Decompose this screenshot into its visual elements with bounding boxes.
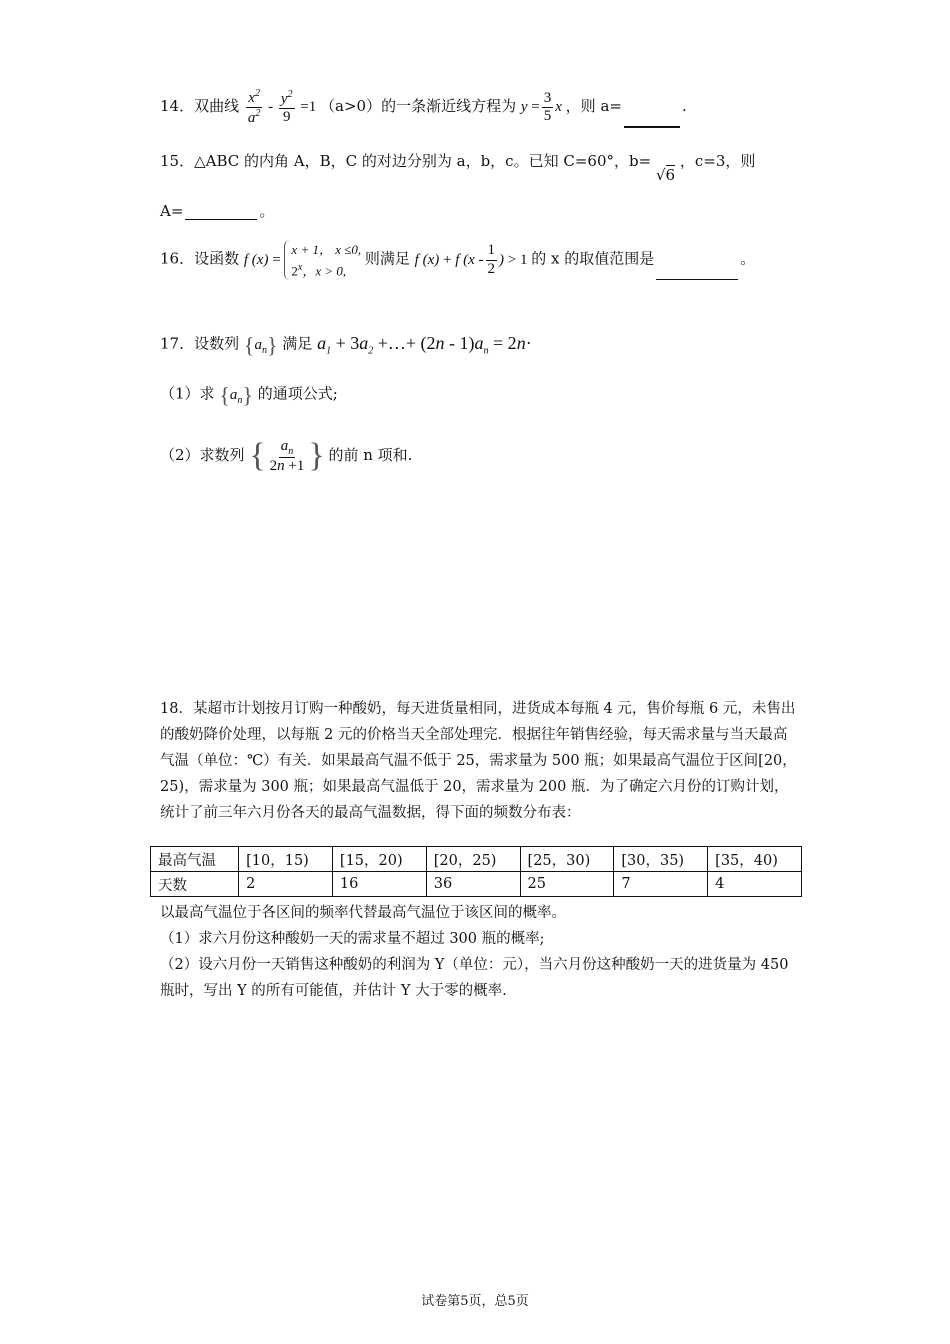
sequence-fraction: { $\frac{a_n}{2n +1}$ } bbox=[249, 437, 325, 475]
question-18-part1: （1）求六月份这种酸奶一天的需求量不超过 300 瓶的概率; bbox=[160, 931, 545, 947]
question-18: 18．某超市计划按月订购一种酸奶，每天进货量相同，进货成本每瓶 4 元，售价每瓶 6 元，未售出的酸奶降价处理，以每瓶 2 元的价格当天全部处理完．根据往年销售经验，每天需求量与当天最高气温（单位：℃）有关．如果最高气温不低于 25，需求量为 500 瓶；如果最高气温位于区间[20，25)，需求量为 300 瓶；如果最高气温低于 20，需求量为 200 瓶．为了确定六月份的订购计划，统计了前三年六月份各天的最高气温数据，得下面的频数分布表： bbox=[160, 701, 797, 821]
question-17-part2: （2）求数列 { $\frac{a_n}{2n +1}$ } 的前 n 项和. bbox=[160, 437, 413, 475]
page-footer: 试卷第5页，总5页 bbox=[421, 1294, 529, 1309]
asymptote-equation: y = $\frac{3}{5}$ x bbox=[520, 90, 566, 125]
question-18-part2: （2）设六月份一天销售这种酸奶的利润为 Y（单位：元），当六月份这种酸奶一天的进货量为 450 瓶时，写出 Y 的所有可能值，并估计 Y 大于零的概率. bbox=[160, 957, 789, 999]
inequality: f (x) + f (x - $\frac{1}{2}$ ) > 1 bbox=[414, 242, 528, 277]
question-17-part1: （1）求 $\{a_n\}$ 的通项公式; bbox=[160, 382, 338, 407]
question-17: 17．设数列 $\{a_n\}$ 满足 $a_1 + 3a_2$ +…+ $(2n - 1)a_n = 2n\cdot$ bbox=[160, 332, 532, 357]
question-18-note: 以最高气温位于各区间的频率代替最高气温位于该区间的概率。 bbox=[160, 905, 566, 921]
question-15-line2: A= 。 bbox=[160, 202, 275, 220]
table-row: 天数 2 16 36 25 7 4 bbox=[151, 872, 802, 897]
piecewise-function: f (x) = x + 1， x ≤0, 2$^x$，x > 0, bbox=[244, 252, 365, 268]
sequence-an: $\{a_n\}$ bbox=[219, 382, 253, 407]
hyperbola-equation: $\frac{x^2}{a^2}$ - $\frac{y^2}{9}$ =1 bbox=[247, 88, 317, 127]
sequence-an: $\{a_n\}$ bbox=[243, 332, 278, 357]
answer-blank bbox=[624, 126, 680, 128]
sqrt-six: √6 bbox=[655, 166, 676, 184]
sequence-condition: $a_1 + 3a_2$ +…+ $(2n - 1)a_n = 2n\cdot$ bbox=[317, 332, 532, 357]
table-row: 最高气温 [10，15) [15，20) [20，25) [25，30) [30，35) [35，40) bbox=[151, 847, 802, 872]
frequency-table bbox=[150, 846, 802, 897]
question-15: 15．△ABC 的内角 A，B，C 的对边分别为 a，b，c。已知 C=60°，b= √6 ，c=3，则 bbox=[160, 152, 756, 184]
answer-blank bbox=[185, 219, 257, 220]
question-14: 14．双曲线 $\frac{x^2}{a^2}$ - $\frac{y^2}{9}$ =1 （a>0）的一条渐近线方程为 y = $\frac{3}{5}$ x ，则 a= . bbox=[160, 88, 687, 127]
question-16: 16．设函数 f (x) = x + 1， x ≤0, 2$^x$，x > 0, 则满足 f (x) + f (x - $\frac{1}{2}$ ) > 1 的 x 的取值范围是 。 bbox=[160, 240, 755, 280]
answer-blank bbox=[656, 279, 738, 280]
